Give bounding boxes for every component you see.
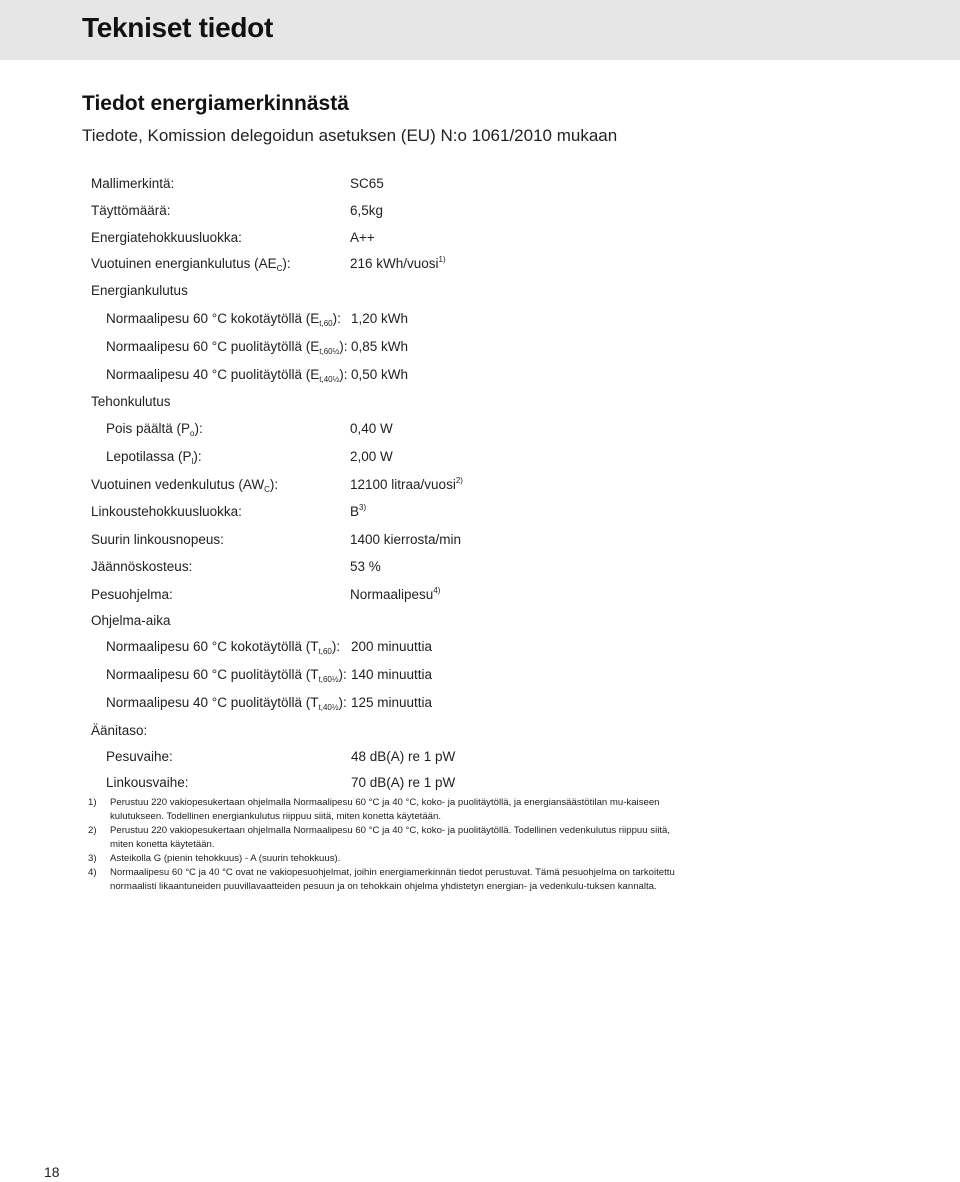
spec-value: Normaalipesu$^{4)}$ (350, 586, 441, 602)
spec-value: 0,85 kWh (351, 339, 409, 354)
spec-label: Täyttömäärä: (91, 203, 171, 218)
spec-value: 200 minuuttia (351, 639, 433, 654)
spec-label: Suurin linkousnopeus: (91, 532, 224, 547)
spec-value: 53 % (350, 559, 381, 574)
spec-value: 1400 kierrosta/min (350, 532, 462, 547)
footnote-ref: 3) (359, 503, 367, 512)
spec-label: Normaalipesu 60 °C puolitäytöllä $(T_{t,60\frac{1}{2}})$: (106, 667, 347, 684)
footnote-ref: 2) (455, 476, 463, 485)
spec-label: Normaalipesu 40 °C puolitäytöllä $(E_{t,40\frac{1}{2}})$: (106, 367, 348, 384)
spec-label: Jäännöskosteus: (91, 559, 193, 574)
section-subtitle: Tiedote, Komission delegoidun asetuksen (EU) N:o 1061/2010 mukaan (82, 126, 618, 145)
spec-value: 140 minuuttia (351, 667, 433, 682)
spec-label: Energiatehokkuusluokka: (91, 230, 242, 245)
section-title: Tiedot energiamerkinnästä (82, 92, 349, 115)
footnote-2: 2) Perustuu 220 vakiopesukertaan ohjelmalla Normaalipesu 60 °C ja 40 °C, koko- ja puolitäytöllä. Todellinen vedenkulutus riippuu siitä, miten konetta käytetään. (88, 825, 670, 850)
spec-label: Linkoustehokkuusluokka: (91, 504, 242, 519)
footnote-4: 4) Normaalipesu 60 °C ja 40 °C ovat ne vakiopesuohjelmat, joihin energiamerkinnän tiedot perustuvat. Tämä pesuohjelma on tarkoitettu normaalisti likaantuneiden puuvillavaatteiden pesuun ja on tehokkain ohjelma yhdistetyn energian- ja vedenkulu-tuksen kannalta. (88, 867, 675, 892)
spec-label: Linkousvaihe: (106, 775, 189, 790)
spec-value: 2,00 W (350, 449, 393, 464)
spec-label: Normaalipesu 60 °C puolitäytöllä $(E_{t,60\frac{1}{2}})$: (106, 339, 348, 356)
spec-label: Vuotuinen vedenkulutus $(AW_C)$: (91, 477, 279, 494)
page-number: 18 (44, 1164, 60, 1180)
spec-label: Vuotuinen energiankulutus $(AE_C)$: (91, 256, 291, 273)
spec-label: Mallimerkintä: (91, 176, 175, 191)
spec-value: 6,5kg (350, 203, 384, 218)
spec-label: Lepotilassa $(P_l)$: (106, 449, 202, 466)
spec-value: 12100 litraa/vuosi$^{2)}$ (350, 476, 463, 492)
spec-value: 216 kWh/vuosi$^{1)}$ (350, 255, 446, 271)
spec-value: 0,50 kWh (351, 367, 409, 382)
spec-label: Normaalipesu 60 °C kokotäytöllä $(T_{t,60})$: (106, 639, 341, 656)
spec-value: A++ (350, 230, 375, 245)
spec-value: 0,40 W (350, 421, 393, 436)
spec-label: Pesuvaihe: (106, 749, 173, 764)
page-title: Tekniset tiedot (82, 12, 274, 43)
footnote-ref: 4) (433, 586, 441, 595)
spec-value: SC65 (350, 176, 384, 191)
spec-label: Pesuohjelma: (91, 587, 173, 602)
footnote-1: 1) Perustuu 220 vakiopesukertaan ohjelmalla Normaalipesu 60 °C ja 40 °C, koko- ja puolitäytöllä, ja energiansäästötilan mu-kaiseen kulutukseen. Todellinen energiankulutus riippuu siitä, miten konetta käytetään. (88, 797, 660, 822)
spec-value: 48 dB(A) re 1 pW (351, 749, 456, 764)
footnote-3: 3) Asteikolla G (pienin tehokkuus) - A (suurin tehokkuus). (88, 853, 341, 864)
spec-value: $B^{3)}$ (350, 503, 367, 519)
spec-value: 70 dB(A) re 1 pW (351, 775, 456, 790)
footnotes (88, 796, 688, 894)
spec-label: Normaalipesu 60 °C kokotäytöllä $(E_{t,60})$: (106, 311, 341, 328)
footnote-ref: 1) (438, 255, 446, 264)
spec-value: 125 minuuttia (351, 695, 433, 710)
spec-label: Normaalipesu 40 °C puolitäytöllä $(T_{t,40\frac{1}{2}})$: (106, 695, 347, 712)
spec-label: Pois päältä $(P_o)$: (106, 421, 203, 438)
spec-value: 1,20 kWh (351, 311, 409, 326)
